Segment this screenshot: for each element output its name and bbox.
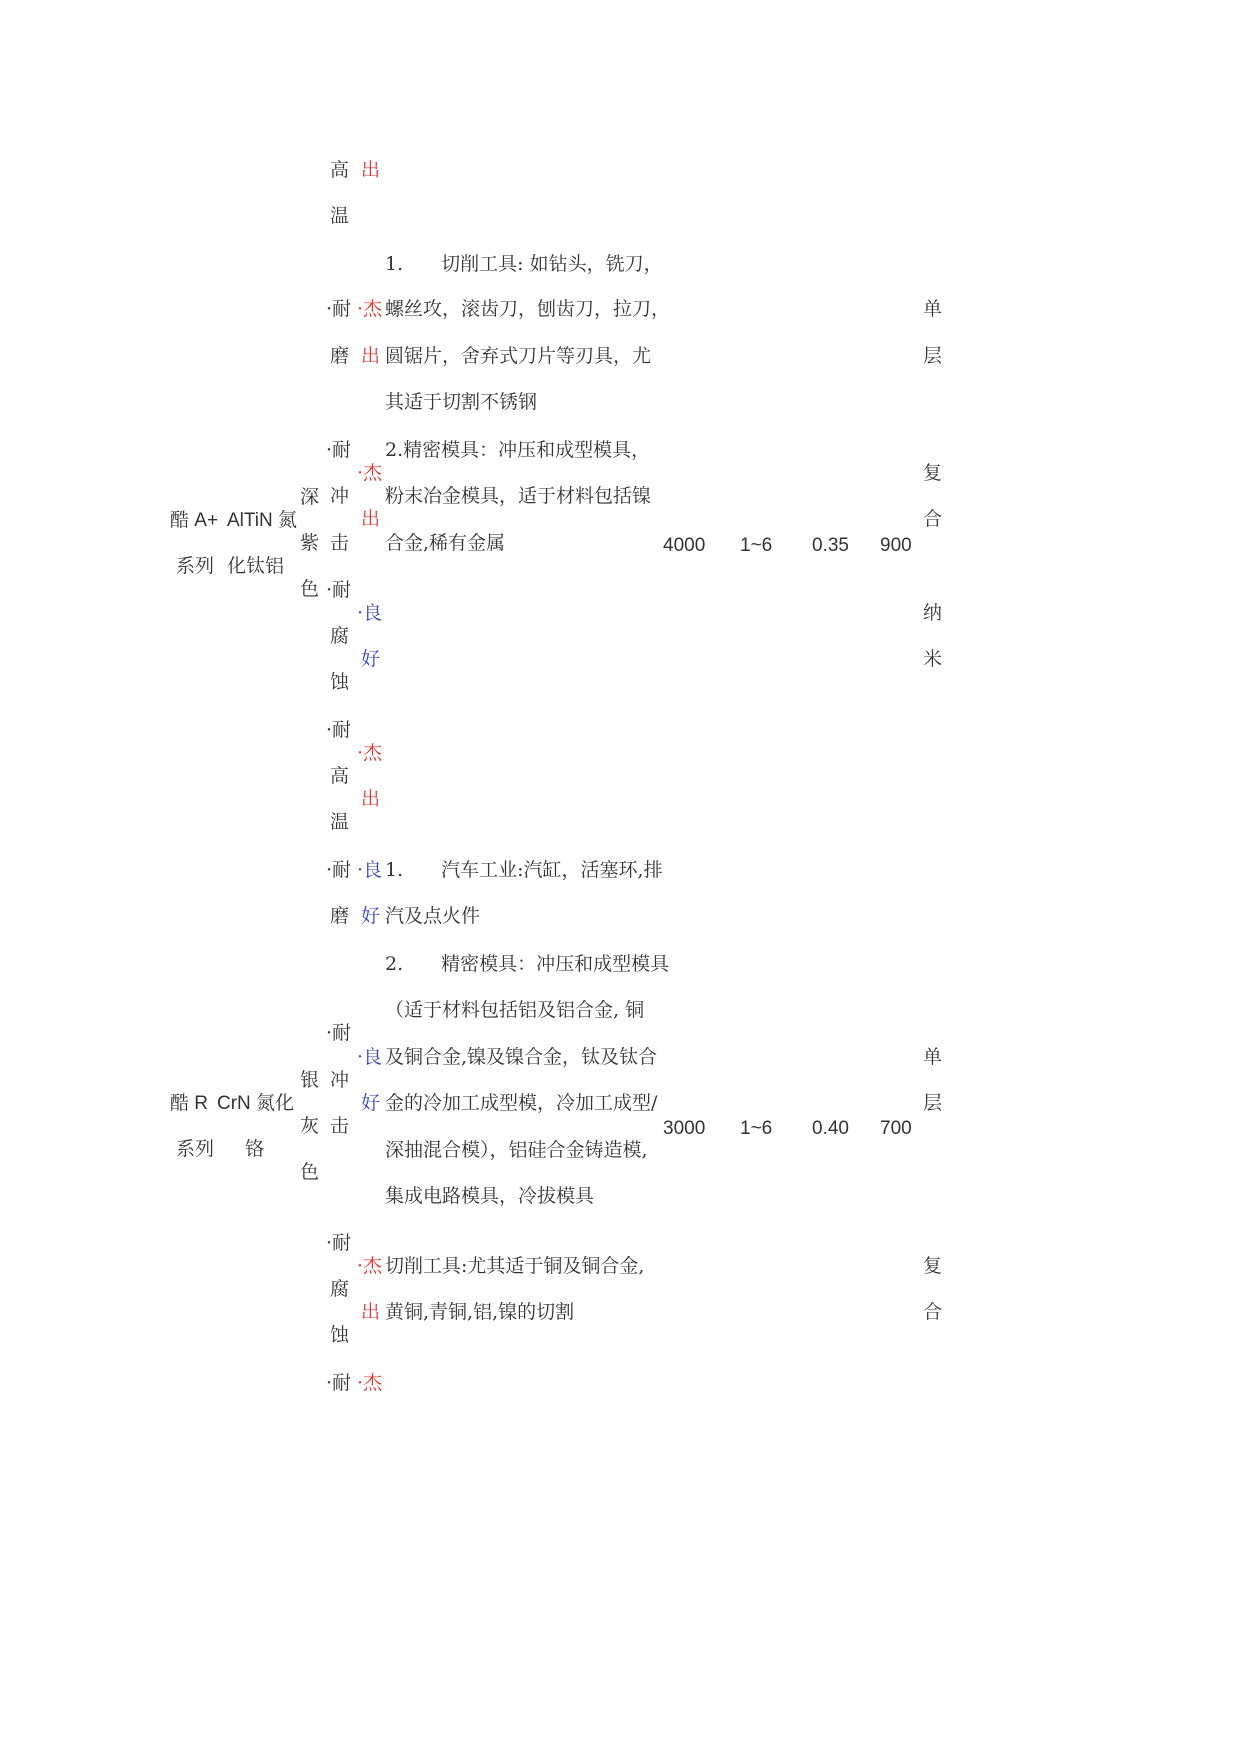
temperature-value: 700	[880, 1118, 912, 1139]
series-name: 系列	[176, 555, 215, 577]
application-text: （适于材料包括铝及铝合金, 铜	[385, 999, 645, 1021]
property-impact: ·耐	[326, 1022, 352, 1044]
property-corrosion: 腐	[330, 625, 350, 647]
structure-text: 复	[923, 1255, 943, 1277]
rating-good: ·良	[357, 602, 383, 624]
structure-text: 纳	[923, 602, 943, 624]
coating-color: 深	[300, 486, 320, 508]
rating-excellent: 出	[361, 345, 381, 367]
property-corrosion: 蚀	[330, 1324, 350, 1346]
structure-text: 层	[923, 1092, 943, 1114]
application-text: 集成电路模具，冷拔模具	[385, 1185, 595, 1207]
coating-color: 灰	[300, 1115, 320, 1137]
structure-text: 单	[923, 298, 943, 320]
coating-color: 色	[300, 578, 320, 600]
rating-good: 好	[361, 648, 381, 670]
temperature-value: 900	[880, 535, 912, 556]
friction-value: 0.35	[812, 535, 849, 556]
property-corrosion: ·耐	[326, 1232, 352, 1254]
hardness-value: 4000	[663, 535, 706, 556]
rating-excellent: 出	[361, 1301, 381, 1323]
rating-excellent: ·杰	[357, 298, 383, 320]
structure-text: 合	[923, 508, 943, 530]
rating-good: ·良	[357, 1046, 383, 1068]
thickness-value: 1~6	[740, 1118, 773, 1139]
rating-excellent: ·杰	[357, 462, 383, 484]
property-impact: 冲	[330, 485, 350, 507]
application-text: 合金,稀有金属	[385, 532, 506, 554]
rating-good: 好	[361, 1092, 381, 1114]
friction-value: 0.40	[812, 1118, 849, 1139]
application-text: 圆锯片，舍弃式刀片等刃具，尤	[385, 345, 652, 367]
property-corrosion: 蚀	[330, 671, 350, 693]
property-impact: ·耐	[326, 439, 352, 461]
series-name: 酷 A+	[170, 510, 219, 531]
rating-good: ·良	[357, 859, 383, 881]
coating-color: 紫	[300, 532, 320, 554]
series-name: 酷 R	[170, 1093, 209, 1114]
coating-color: 色	[300, 1161, 320, 1183]
coating-type: AlTiN 氮	[227, 510, 298, 531]
property-heat: 高	[330, 765, 350, 787]
property-fragment: 高	[330, 159, 350, 181]
rating-fragment: 出	[361, 159, 381, 181]
hardness-value: 3000	[663, 1118, 706, 1139]
rating-excellent: ·杰	[357, 742, 383, 764]
application-text: 1. 切削工具: 如钻头，铣刀，	[385, 253, 663, 275]
application-text: 2. 精密模具：冲压和成型模具	[385, 953, 670, 975]
property-heat: ·耐	[326, 1372, 352, 1394]
structure-text: 复	[923, 462, 943, 484]
application-text: 其适于切割不锈钢	[385, 391, 538, 413]
application-text: 螺丝攻，滚齿刀，刨齿刀，拉刀，	[385, 298, 671, 320]
series-name: 系列	[176, 1138, 215, 1160]
application-text: 2.精密模具：冲压和成型模具，	[385, 439, 651, 461]
property-corrosion: ·耐	[326, 579, 352, 601]
coating-type: 铬	[245, 1138, 265, 1160]
application-text: 1. 汽车工业:汽缸，活塞环,排	[385, 859, 663, 881]
application-text: 及铜合金,镍及镍合金，钛及钛合	[385, 1046, 658, 1068]
thickness-value: 1~6	[740, 535, 773, 556]
coating-type: CrN 氮化	[217, 1093, 295, 1114]
property-impact: 击	[330, 1115, 350, 1137]
application-text: 切削工具:尤其适于铜及铜合金,	[385, 1255, 645, 1277]
coating-color: 银	[300, 1069, 320, 1091]
property-impact: 击	[330, 532, 350, 554]
application-text: 金的冷加工成型模，冷加工成型/	[385, 1092, 658, 1114]
property-wear: 磨	[330, 905, 350, 927]
structure-text: 单	[923, 1046, 943, 1068]
application-text: 粉末冶金模具，适于材料包括镍	[385, 485, 652, 507]
application-text: 汽及点火件	[385, 905, 481, 927]
structure-text: 合	[923, 1301, 943, 1323]
application-text: 黄铜,青铜,铝,镍的切割	[385, 1301, 575, 1323]
rating-excellent: ·杰	[357, 1255, 383, 1277]
property-fragment: 温	[330, 205, 350, 227]
property-heat: 温	[330, 811, 350, 833]
application-text: 深抽混合模），铝硅合金铸造模,	[385, 1139, 648, 1161]
structure-text: 米	[923, 648, 943, 670]
rating-good: 好	[361, 905, 381, 927]
property-wear: 磨	[330, 345, 350, 367]
rating-excellent: ·杰	[357, 1372, 383, 1394]
property-wear: ·耐	[326, 859, 352, 881]
structure-text: 层	[923, 345, 943, 367]
property-heat: ·耐	[326, 719, 352, 741]
property-wear: ·耐	[326, 298, 352, 320]
rating-excellent: 出	[361, 508, 381, 530]
rating-excellent: 出	[361, 788, 381, 810]
coating-type: 化钛铝	[227, 555, 285, 577]
property-corrosion: 腐	[330, 1278, 350, 1300]
property-impact: 冲	[330, 1069, 350, 1091]
